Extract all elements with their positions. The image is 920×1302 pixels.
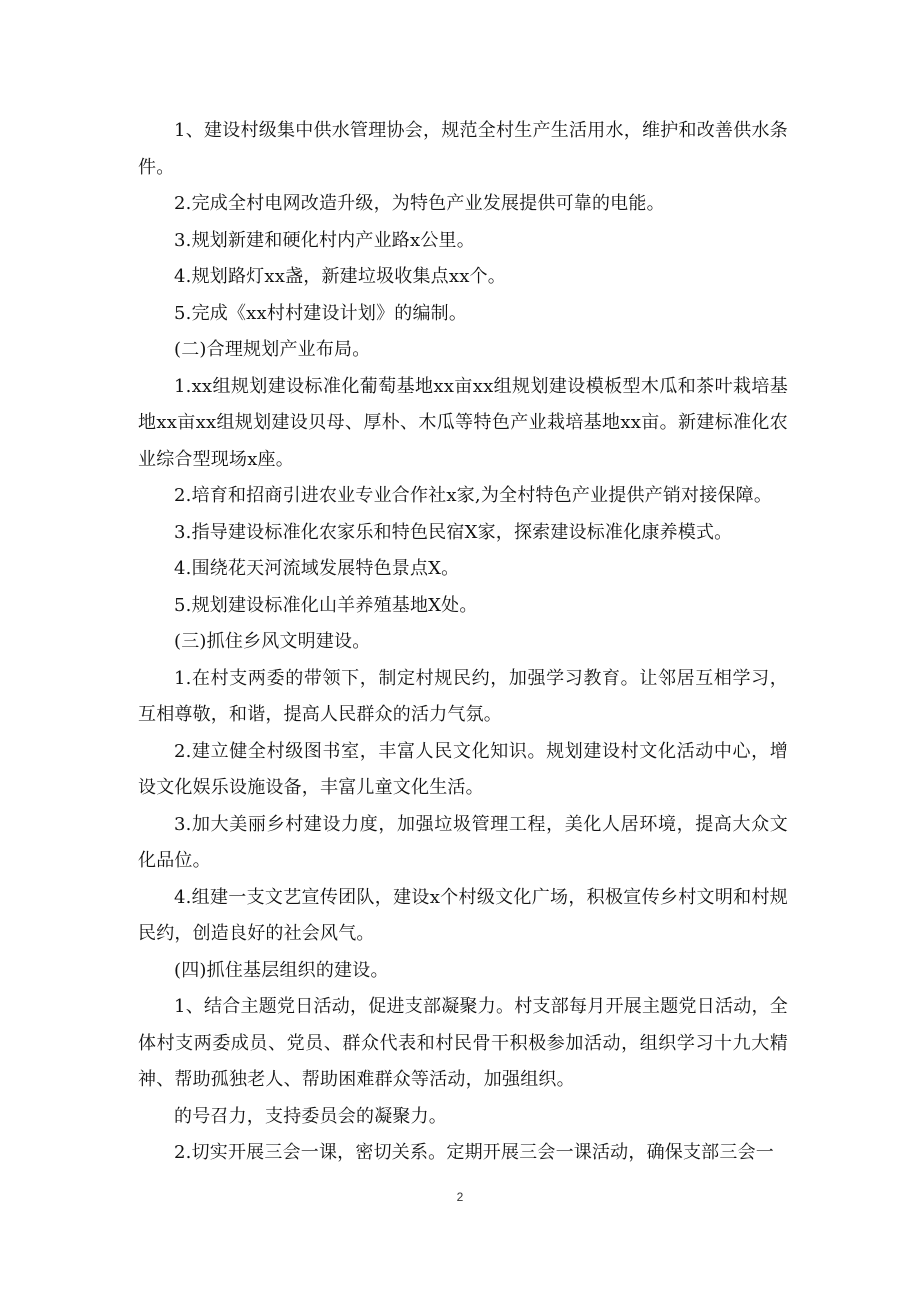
paragraph: 3.规划新建和硬化村内产业路x公里。 <box>174 229 475 251</box>
paragraph: 1.在村支两委的带领下，制定村规民约，加强学习教育。让邻居互相学习，互相尊敬，和谐，提高人民群众的活力气氛。 <box>138 667 788 725</box>
paragraph: 4.组建一支文艺宣传团队，建设x个村级文化广场，积极宣传乡村文明和村规民约，创造良好的社会风气。 <box>138 886 788 944</box>
paragraph: 2.培育和招商引进农业专业合作社x家,为全村特色产业提供产销对接保障。 <box>174 485 773 506</box>
paragraph: 1、结合主题党日活动，促进支部凝聚力。村支部每月开展主题党日活动，全体村支两委成员、党员、群众代表和村民骨干积极参加活动，组织学习十九大精神、帮助孤独老人、帮助困难群众等活动，加强组织。 <box>138 996 788 1090</box>
paragraph: 5.规划建设标准化山羊养殖基地X处。 <box>174 594 478 616</box>
paragraph: 3.指导建设标准化农家乐和特色民宿X家，探索建设标准化康养模式。 <box>174 521 733 543</box>
paragraph: 1.xx组规划建设标准化葡萄基地xx亩xx组规划建设模板型木瓜和茶叶栽培基地xx亩xx组规划建设贝母、厚朴、木瓜等特色产业栽培基地xx亩。新建标准化农业综合型现场x座。 <box>138 375 788 470</box>
paragraph: 2.切实开展三会一课，密切关系。定期开展三会一课活动，确保支部三会一 <box>174 1142 774 1163</box>
paragraph: 3.加大美丽乡村建设力度，加强垃圾管理工程，美化人居环境，提高大众文化品位。 <box>138 813 788 871</box>
section-heading: (四)抓住基层组织的建设。 <box>174 959 389 981</box>
paragraph: 4.规划路灯xx盏，新建垃圾收集点xx个。 <box>174 266 506 287</box>
paragraph: 5.完成《xx村村建设计划》的编制。 <box>174 302 468 324</box>
paragraph: 2.建立健全村级图书室，丰富人民文化知识。规划建设村文化活动中心，增设文化娱乐设施设备，丰富儿童文化生活。 <box>138 740 788 798</box>
document-body <box>138 113 788 1172</box>
page-number: 2 <box>456 1190 464 1204</box>
section-heading: (二)合理规划产业布局。 <box>174 339 371 360</box>
section-heading: (三)抓住乡风文明建设。 <box>174 631 371 652</box>
paragraph: 2.完成全村电网改造升级，为特色产业发展提供可靠的电能。 <box>174 193 665 214</box>
paragraph: 的号召力，支持委员会的凝聚力。 <box>174 1105 447 1127</box>
paragraph: 4.围绕花天河流域发展特色景点X。 <box>174 558 460 579</box>
paragraph: 1、建设村级集中供水管理协会，规范全村生产生活用水，维护和改善供水条件。 <box>138 120 788 178</box>
